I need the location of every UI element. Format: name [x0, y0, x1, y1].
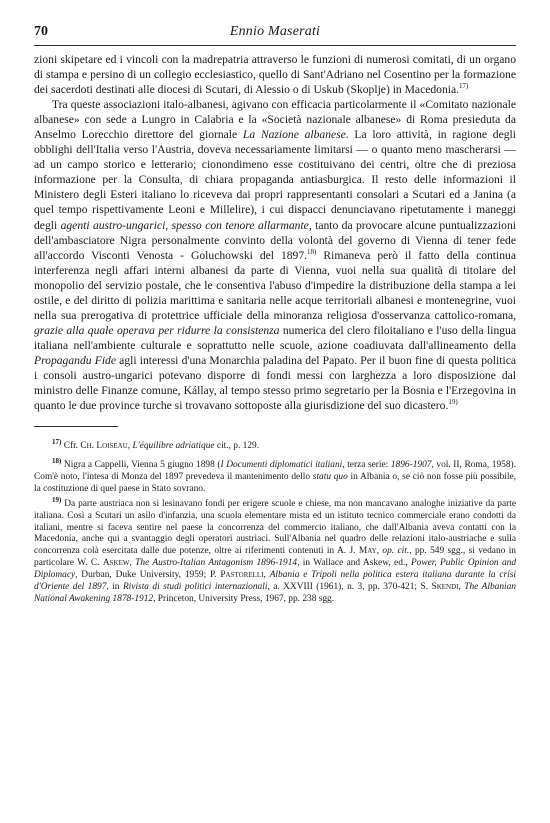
footnote-19: $^{19)}$ Da parte austriaca non si lesinavano fondi per erigere scuole e chiese, ma non mancavano analoghe iniziative da parte italiana. Così a Scutari un asilo d'infanzia, una scuola elementare mista ed un istituto tecnico commerciale erano condotti da italiani, mentre si faceva sentire nel paese la concorrenza del commercio italiano, che dall'Albania aveva contatti con la Macedonia, anche qui a svantaggio degli operatori austriaci. Sull'Albania nel quadro delle relazioni italo-austriache e sulla concorrenza colà esercitata dalle due potenze, oltre ai riferimenti contenuti in A. J. May, op. cit., pp. 549 sgg., si vedano in particolare W. C. Askew, The Austro-Italian Antagonism 1896-1914, in Wallace and Askew, ed., Power, Public Opinion and Diplomacy, Durban, Duke University, 1959; P. Pastorelli, Albania e Tripoli nella politica estera italiana durante la crisi d'Oriente del 1897, in Rivista di studi politici internazionali, a. XXVIII (1961), n. 3, pp. 370-421; S. Skendi, The Albanian National Awakening 1878-1912, Princeton, University Press, 1967, pp. 238 sgg.	[34, 495, 517, 604]
main-text	[34, 52, 516, 413]
page-number: 70	[34, 24, 48, 39]
footnote-18: $^{18)}$ Nigra a Cappelli, Vienna 5 giugno 1898 (I Documenti diplomatici italiani, terza serie: 1896-1907, vol. II, Roma, 1958). Com'è noto, l'intesa di Monza del 1897 prevedeva il mantenimento dello statu quo in Albania o, se ciò non fosse più possibile, la costituzione di quel paese in Stato sovrano.	[34, 456, 517, 494]
running-header	[34, 24, 516, 40]
footnotes	[34, 438, 517, 606]
footnote-ref-19[interactable]: 19)	[448, 398, 458, 407]
footnote-17: $^{17)}$ Cfr. Ch. Loiseau, L'équilibre adriatique cit., p. 129.	[52, 438, 260, 452]
footnote-ref-17[interactable]: 17)	[459, 82, 469, 91]
header-rule	[34, 45, 516, 46]
footnote-separator	[34, 426, 118, 427]
paragraph-1: zioni skipetare ed i vincoli con la madrepatria attraverso le funzioni di numerosi comitati, di un organo di stampa e persino di un collegio ecclesiastico, quello di Sant'Adriano nel Cosentino per la formazione dei sacerdoti destinati alle diocesi di Scutari, di Alessio o di Uskub (Skoplje) in Macedonia.$^{17)}$	[34, 53, 516, 97]
running-title: Ennio Maserati	[229, 24, 321, 39]
paragraph-2: Tra queste associazioni italo-albanesi, agivano con efficacia particolarmente il «Comitato nazionale albanese» con sede a Lungro in Calabria e la «Società nazionale albanese» di Roma presieduta da Anselmo Lorecchio direttore del giornale La Nazione albanese. La loro attività, in ragione degli obblighi dell'Italia verso l'Austria, doveva necessariamente limitarsi — o quanto meno mascherarsi — ad un campo storico e letterario; cionondimeno esse costituivano dei centri, oltre che di preziosa informazione per la Consulta, di chiara propaganda antiasburgica. Il resto delle informazioni il Ministero degli Esteri italiano lo riceveva dai propri rappresentanti consolari a Scutari ed a Janina (a quel tempo rispettivamente Leoni e Millelire), i cui dispacci denunciavano ripetutamente i maneggi degli agenti austro-ungarici, spesso con tenore allarmante, tanto da provocare alcune puntualizzazioni dell'ambasciatore Nigra personalmente convinto della volontà del governo di Vienna di tener fede all'accordo Visconti Venosta - Goluchowski del 1897.$^{18)}$ Rimaneva però il fatto della continua interferenza negli affari interni albanesi da parte di Vienna, vuoi nella sua qualità di titolare del monopolio del servizio postale, che le consentiva l'abuso d'impedire la distribuzione della stampa a lei ostile, e del diritto di polizia marittima e sanitaria nelle acque territoriali albanesi e montenegrine, vuoi nella sua prerogativa di protettrice ufficiale della minoranza religiosa d'osservanza cattolico-romana, grazie alla quale operava per ridurre la consistenza numerica del clero filoitaliano e l'uso della lingua italiana nell'ambiente culturale e soprattutto nelle scuole, azione coadiuvata dall'allineamento della Propagandu Fide agli interessi d'una Monarchia paladina del Papato. Per il buon fine di questa politica i consoli austro-ungarici potevano disporre di fondi messi con larghezza a loro disposizione dal ministro delle Finanze comune, Kállay, al tempo stesso primo segretario per la Bosnia e l'Erzegovina in quanto le due province turche si trovavano sottoposte alla giurisdizione del suo dicastero.$^{19)}$	[34, 98, 516, 413]
page	[34, 24, 516, 609]
footnote-ref-18[interactable]: 18)	[307, 247, 317, 256]
